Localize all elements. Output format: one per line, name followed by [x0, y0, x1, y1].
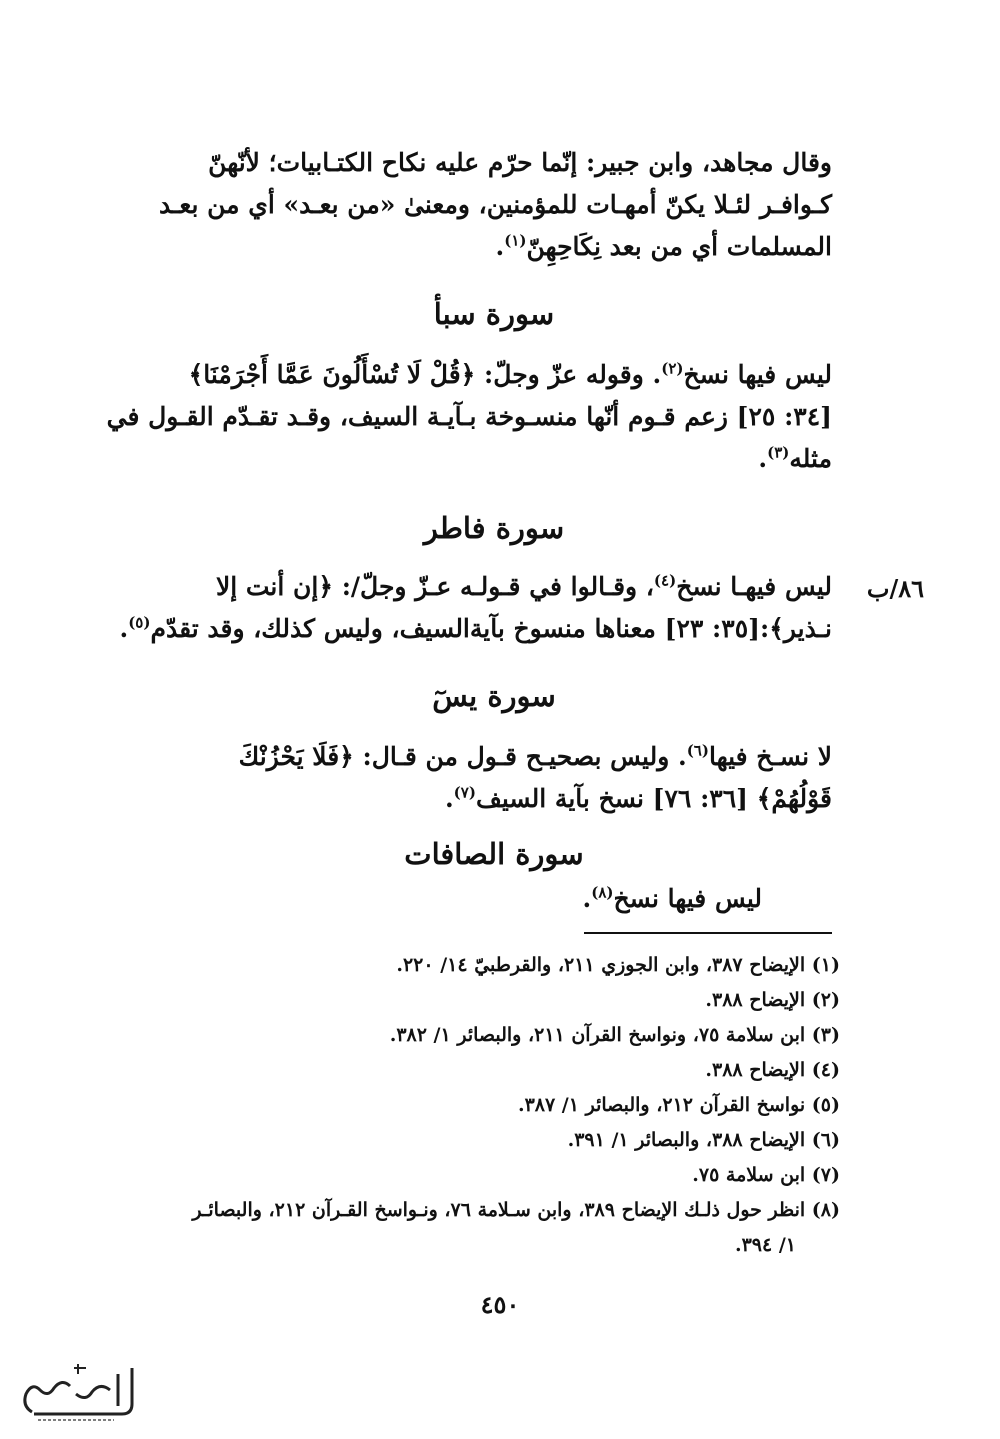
footnote-5: (٥) نواسخ القرآن ٢١٢، والبصائر ١/ ٣٨٧.	[517, 1094, 840, 1116]
yasin-quran-verse-start: ﴿فَلَا يَحْزُنْكَ	[238, 742, 354, 771]
intro-line-3	[156, 226, 832, 268]
stamp-calligraphy	[14, 1360, 138, 1426]
surah-fatir-paragraph	[119, 566, 832, 650]
footnote-8-continued: ١/ ٣٩٤.	[734, 1234, 796, 1256]
saba-line-1-b: . وقوله عزّ وجلّ:	[475, 360, 662, 389]
surah-fatir-title: سورة فاطر	[423, 511, 565, 545]
surah-saffat-title: سورة الصافات	[404, 837, 584, 871]
yasin-line-2	[156, 778, 832, 820]
fatir-quran-verse-end: نـذير﴾	[769, 614, 832, 643]
yasin-line-1-a: لا نسـخ فيها	[708, 742, 832, 771]
yasin-line-2-text: [٣٦: ٧٦] نسخ بآية السيف	[475, 784, 757, 813]
footnote-ref-6: (٦)	[686, 741, 709, 760]
saba-line-3	[156, 438, 832, 480]
saba-line-1-a: ليس فيها نسخ	[683, 360, 832, 389]
surah-yasin-paragraph	[156, 736, 832, 820]
footnote-ref-4: (٤)	[653, 571, 677, 590]
intro-paragraph	[156, 142, 832, 268]
fatir-line-1-a: ليس فيهـا نسخ	[676, 572, 832, 601]
footnote-ref-3: (٣)	[767, 443, 790, 462]
saffat-line-1-end: .	[582, 884, 592, 913]
surah-yasin-title: سورة يسٓ	[432, 679, 556, 713]
saba-line-1	[156, 354, 832, 396]
yasin-line-2-end: .	[444, 784, 454, 813]
footnote-ref-8: (٨)	[591, 883, 614, 902]
footnote-separator	[584, 932, 832, 934]
footnote-ref-2: (٢)	[661, 359, 684, 378]
yasin-quran-verse-end: قَوْلُهُمْ﴾	[756, 784, 832, 813]
fatir-line-2-end: .	[119, 614, 129, 643]
footnote-ref-5: (٥)	[128, 613, 151, 632]
footnote-ref-1: (١)	[504, 231, 527, 250]
fatir-line-2	[119, 608, 832, 650]
fatir-quran-verse-start: ﴿إن أنت إلا	[215, 572, 333, 601]
intro-line-2: كـوافـر لئـلا يكنّ أمهـات للمؤمنين، ومعنىٰ «من بعـد» أي من بعـد	[158, 190, 832, 219]
saffat-line-1-text: ليس فيها نسخ	[613, 884, 762, 913]
fatir-line-2-text: :[٣٥: ٢٣] معناها منسوخ بآيةالسيف، وليس كذلك، وقد تقدّم	[150, 614, 770, 643]
saba-line-3-text: مثله	[789, 444, 832, 473]
footnote-7: (٧) ابن سلامة ٧٥.	[692, 1164, 840, 1186]
yasin-line-1-b: . وليس بصحيـح قـول من قـال:	[353, 742, 687, 771]
footnote-ref-7: (٧)	[453, 783, 476, 802]
fatir-line-1-b: ، وقـالوا في قـولـه عـزّ وجلّ/:	[332, 572, 654, 601]
saba-line-3-end: .	[758, 444, 768, 473]
footnote-8: (٨) انظر حول ذلـك الإيضاح ٣٨٩، وابن سـلامة ٧٦، ونـواسخ القـرآن ٢١٢، والبصائـر	[192, 1199, 840, 1221]
saffat-line-1	[156, 878, 832, 920]
footnote-1: (١) الإيضاح ٣٨٧، وابن الجوزي ٢١١، والقرطبيّ ١٤/ ٢٢٠.	[396, 954, 840, 976]
intro-line-1: وقال مجاهد، وابن جبير: إنّما حرّم عليه نكاح الكتـابيات؛ لأنّهنّ	[208, 148, 832, 177]
library-stamp-icon	[14, 1360, 138, 1426]
intro-line-3-text: المسلمات أي من بعد نِكَاحِهِنّ	[526, 232, 832, 261]
footnote-4: (٤) الإيضاح ٣٨٨.	[705, 1059, 840, 1081]
surah-saba-paragraph	[106, 354, 832, 480]
manuscript-folio-marker: ٨٦/ب	[866, 574, 924, 603]
saba-line-2: [٣٤: ٢٥] زعم قـوم أنّها منسـوخة بـآيـة السيف، وقـد تقـدّم القـول في	[106, 402, 832, 431]
surah-saffat-paragraph	[156, 878, 832, 920]
page-number: ٤٥٠	[480, 1290, 520, 1319]
surah-saba-title: سورة سبأ	[433, 297, 555, 331]
yasin-line-1	[156, 736, 832, 778]
footnotes-list	[150, 948, 840, 1263]
saba-quran-verse: ﴿قُلْ لَا تُسْأَلُونَ عَمَّا أَجْرَمْنَا﴾	[188, 360, 476, 389]
footnote-6: (٦) الإيضاح ٣٨٨، والبصائر ١/ ٣٩١.	[567, 1129, 840, 1151]
footnote-3: (٣) ابن سلامة ٧٥، ونواسخ القرآن ٢١١، والبصائر ١/ ٣٨٢.	[389, 1024, 840, 1046]
fatir-line-1	[156, 566, 832, 608]
footnote-2: (٢) الإيضاح ٣٨٨.	[705, 989, 840, 1011]
intro-line-3-end: .	[495, 232, 505, 261]
